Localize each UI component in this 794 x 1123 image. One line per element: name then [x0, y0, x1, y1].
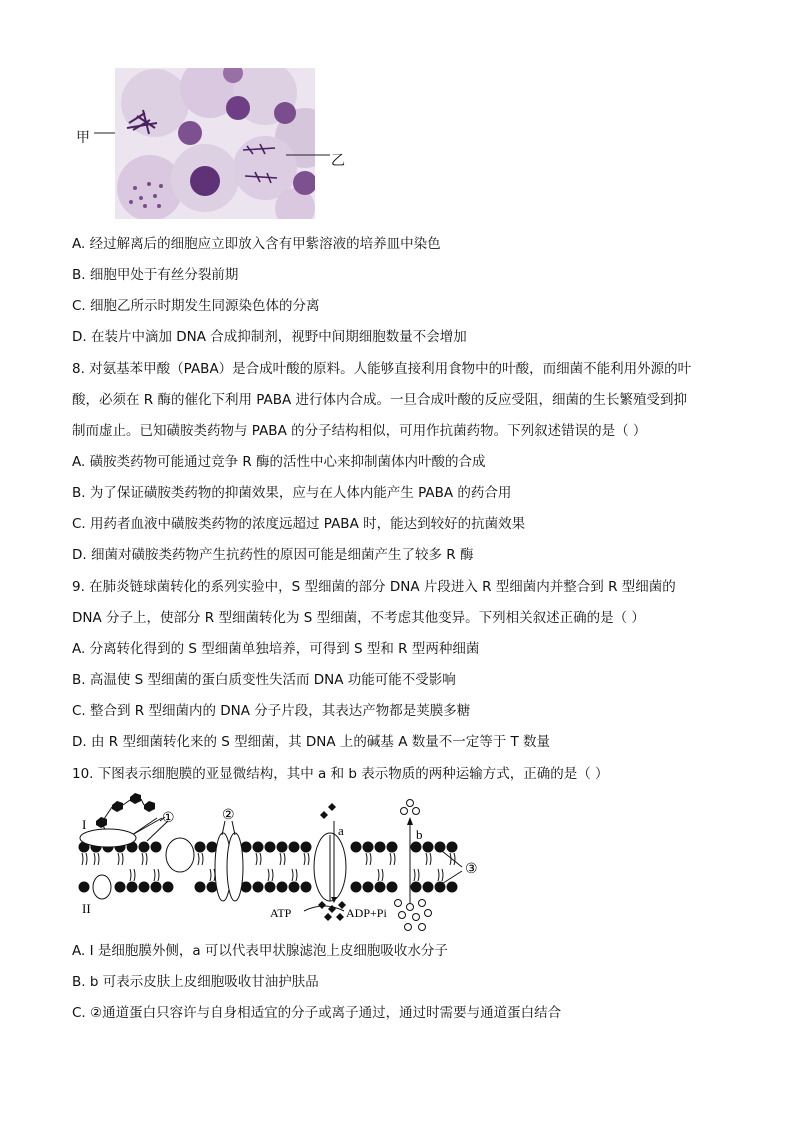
q7-option-d: D. 在装片中滴加 DNA 合成抑制剂，视野中间期细胞数量不会增加	[72, 329, 467, 345]
q8-option-a: A. 磺胺类药物可能通过竞争 R 酶的活性中心来抑制菌体内叶酸的合成	[72, 454, 486, 470]
inner-protein	[93, 875, 111, 899]
q9-option-b: B. 高温使 S 型细菌的蛋白质变性失活而 DNA 功能可能不受影响	[72, 672, 456, 688]
phospholipid-heads-outer	[79, 842, 458, 853]
transport-b-molecules	[395, 800, 432, 931]
q9-option-c: C. 整合到 R 型细菌内的 DNA 分子片段，其表达产物都是荚膜多糖	[72, 703, 471, 719]
channel-protein	[215, 833, 243, 901]
q7-option-a: A. 经过解离后的细胞应立即放入含有甲紫溶液的培养皿中染色	[72, 236, 441, 252]
label-b: b	[416, 827, 423, 842]
adp-label: ADP+Pi	[346, 906, 387, 920]
glycoprotein-chain	[96, 793, 155, 828]
q9-option-d: D. 由 R 型细菌转化来的 S 型细菌，其 DNA 上的碱基 A 数量不一定等于 T 数量	[72, 734, 551, 750]
atp-label: ATP	[270, 906, 292, 920]
q8-stem-line-2: 酸，必须在 R 酶的催化下利用 PABA 进行体内合成。一旦合成叶酸的反应受阻，细菌的生长繁殖受到抑	[72, 392, 688, 408]
q10-stem: 10. 下图表示细胞膜的亚显微结构，其中 a 和 b 表示物质的两种运输方式，正确的是（ ）	[72, 766, 609, 782]
label-jia: 甲	[76, 130, 90, 146]
q10-option-a: A. I 是细胞膜外侧，a 可以代表甲状腺滤泡上皮细胞吸收水分子	[72, 943, 448, 959]
marker-2: ②	[222, 808, 235, 823]
micrograph-image	[115, 68, 315, 219]
cell-membrane-diagram	[72, 783, 492, 933]
leader-line-yi	[286, 150, 332, 160]
marker-3: ③	[465, 862, 478, 877]
label-yi: 乙	[331, 153, 345, 169]
q10-option-c: C. ②通道蛋白只容许与自身相适宜的分子或离子通过，通过时需要与通道蛋白结合	[72, 1005, 562, 1021]
q9-stem-line-2: DNA 分子上，使部分 R 型细菌转化为 S 型细菌，不考虑其他变异。下列相关叙述正确的是（ ）	[72, 610, 645, 626]
side-label-ii: II	[82, 901, 91, 916]
q7-option-c: C. 细胞乙所示时期发生同源染色体的分离	[72, 298, 320, 314]
q9-stem-line-1: 9. 在肺炎链球菌转化的系列实验中，S 型细菌的部分 DNA 片段进入 R 型细菌内并整合到 R 型细菌的	[72, 579, 676, 595]
q10-option-b: B. b 可表示皮肤上皮细胞吸收甘油护肤品	[72, 974, 319, 990]
phospholipid-tails	[82, 853, 455, 881]
label-a: a	[338, 823, 344, 838]
q9-option-a: A. 分离转化得到的 S 型细菌单独培养，可得到 S 型和 R 型两种细菌	[72, 641, 480, 657]
side-label-i: I	[82, 817, 87, 832]
q8-stem-line-3: 制而虚止。已知磺胺类药物与 PABA 的分子结构相似，可用作抗菌药物。下列叙述错误的是（ ）	[72, 423, 647, 439]
q7-option-b: B. 细胞甲处于有丝分裂前期	[72, 267, 239, 283]
q8-option-b: B. 为了保证磺胺类药物的抑菌效果，应与在人体内能产生 PABA 的药合用	[72, 485, 512, 501]
q8-stem-line-1: 8. 对氨基苯甲酸（PABA）是合成叶酸的原料。人能够直接利用食物中的叶酸，而细菌不能利用外源的叶	[72, 361, 692, 377]
marker-1: ①	[162, 811, 175, 826]
glycoprotein-base	[80, 829, 136, 847]
q8-option-c: C. 用药者血液中磺胺类药物的浓度远超过 PABA 时，能达到较好的抗菌效果	[72, 516, 526, 532]
q8-option-d: D. 细菌对磺胺类药物产生抗药性的原因可能是细菌产生了较多 R 酶	[72, 547, 474, 563]
embedded-protein	[166, 838, 194, 872]
phospholipid-heads-inner	[79, 882, 458, 893]
